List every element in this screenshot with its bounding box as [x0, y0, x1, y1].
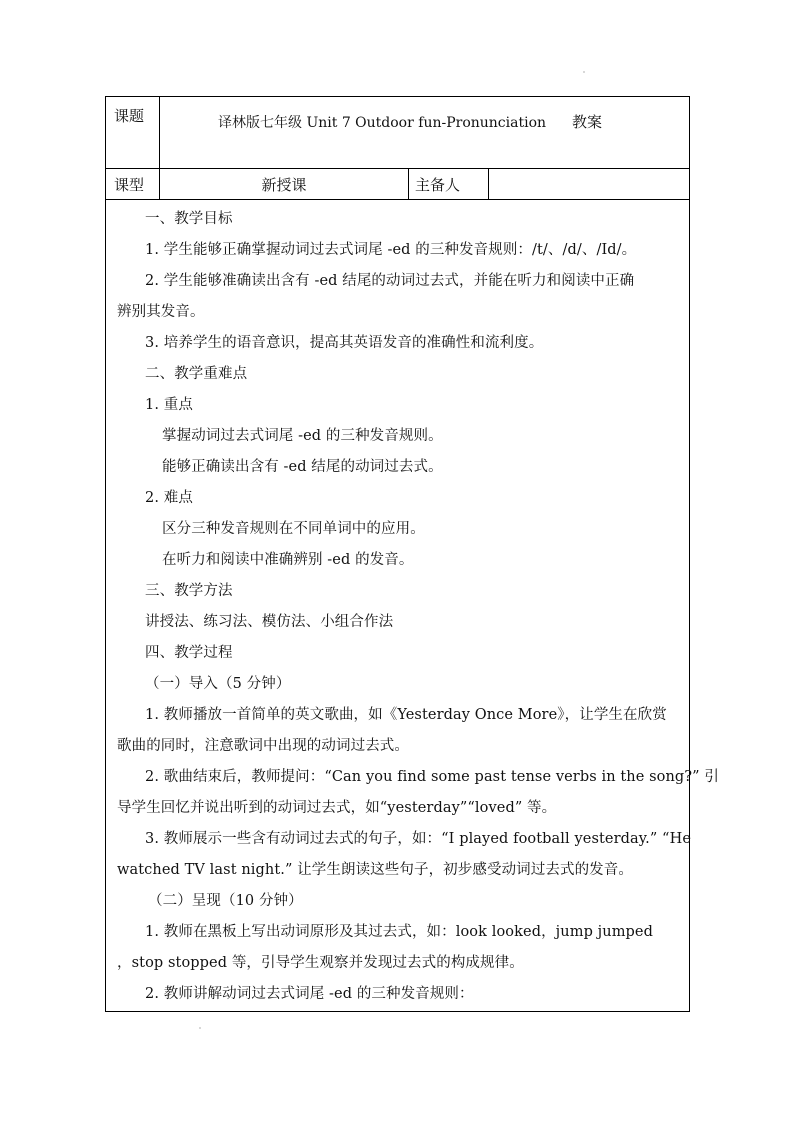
step-heading: （二）呈现（10 分钟）	[148, 893, 303, 909]
objective-item-continued: 辨别其发音。	[117, 304, 205, 320]
content-cell	[106, 200, 720, 1012]
process-item-continued: 导学生回忆并说出听到的动词过去式，如“yesterday”“loved” 等。	[117, 800, 557, 816]
topic-label: 课题	[106, 97, 160, 169]
content-row	[106, 200, 690, 1012]
section-heading: 一、教学目标	[145, 211, 233, 227]
process-item-continued: ，stop stopped 等，引导学生观察并发现过去式的构成规律。	[117, 955, 524, 971]
section-heading: 三、教学方法	[145, 583, 233, 599]
lesson-plan-table	[105, 96, 720, 1012]
method-list: 讲授法、练习法、模仿法、小组合作法	[145, 614, 394, 630]
step-heading: （一）导入（5 分钟）	[145, 676, 291, 692]
difficulty-item: 在听力和阅读中准确辨别 -ed 的发音。	[162, 552, 414, 568]
preparer-label: 主备人	[409, 169, 489, 200]
preparer-value	[489, 169, 690, 200]
process-item: 1. 教师在黑板上写出动词原形及其过去式，如：look looked，jump jumped	[145, 924, 653, 940]
key-point-item: 掌握动词过去式词尾 -ed 的三种发音规则。	[162, 428, 443, 444]
type-value: 新授课	[160, 169, 409, 200]
process-item: 3. 教师展示一些含有动词过去式的句子，如：“I played football yesterday.” “He	[145, 831, 691, 847]
scan-dot-top	[583, 71, 585, 73]
process-item-continued: 歌曲的同时，注意歌词中出现的动词过去式。	[117, 738, 409, 754]
key-point-item: 能够正确读出含有 -ed 结尾的动词过去式。	[162, 459, 443, 475]
scan-dot-bottom	[199, 1027, 201, 1029]
process-item: 1. 教师播放一首简单的英文歌曲，如《Yesterday Once More》，让学生在欣赏	[145, 707, 667, 723]
difficulty-item: 区分三种发音规则在不同单词中的应用。	[162, 521, 425, 537]
section-heading: 二、教学重难点	[145, 366, 248, 382]
topic-value: 译林版七年级 Unit 7 Outdoor fun-Pronunciation	[218, 115, 547, 131]
subsection-heading: 1. 重点	[145, 397, 193, 413]
objective-item: 1. 学生能够正确掌握动词过去式词尾 -ed 的三种发音规则：/t/、/d/、/Id/。	[145, 242, 637, 258]
process-item: 2. 教师讲解动词过去式词尾 -ed 的三种发音规则：	[145, 986, 474, 1002]
process-item: 2. 歌曲结束后，教师提问：“Can you find some past tense verbs in the song?” 引	[145, 769, 720, 785]
topic-suffix: 教案	[572, 113, 603, 131]
subsection-heading: 2. 难点	[145, 490, 193, 506]
type-row	[106, 169, 690, 200]
objective-item: 2. 学生能够准确读出含有 -ed 结尾的动词过去式，并能在听力和阅读中正确	[145, 273, 635, 289]
section-heading: 四、教学过程	[145, 645, 233, 661]
title-row	[106, 97, 690, 169]
objective-item: 3. 培养学生的语音意识，提高其英语发音的准确性和流利度。	[145, 335, 544, 351]
topic-value-cell	[160, 97, 690, 169]
lesson-content	[106, 200, 720, 1010]
type-label: 课型	[106, 169, 160, 200]
process-item-continued: watched TV last night.” 让学生朗读这些句子，初步感受动词过去式的发音。	[117, 862, 633, 878]
